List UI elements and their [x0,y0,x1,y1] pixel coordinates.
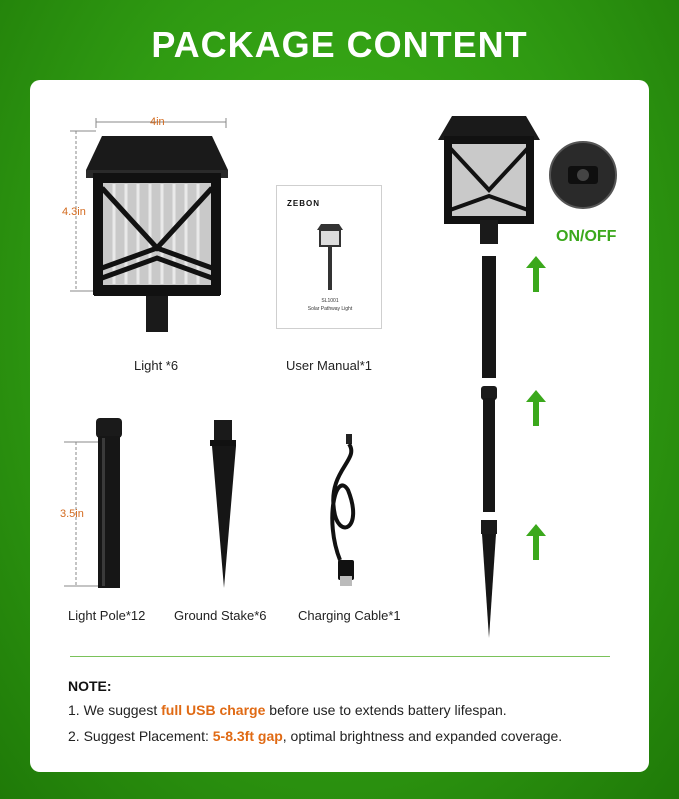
manual-subtitle: Solar Pathway Light [307,306,353,312]
cable-caption: Charging Cable*1 [298,608,401,623]
light-pole-image [92,416,132,594]
note-line-1-highlight: full USB charge [161,702,266,718]
note-line-1-pre: 1. We suggest [68,702,162,718]
note-line-2-post: , optimal brightness and expanded coverage. [282,728,563,744]
manual-model: SL1001 [321,298,339,304]
note-line-2 [68,728,562,744]
up-arrow-icon [526,524,546,560]
assembly-diagram [436,110,556,650]
pole-caption: Light Pole*12 [68,608,146,623]
note-line-2-highlight: 5-8.3ft gap [212,728,283,744]
manual-light-illustration [315,222,345,294]
ground-stake-image [206,416,242,594]
up-arrow-icon [526,256,546,292]
light-width-label: 4in [150,116,165,128]
note-line-2-pre: 2. Suggest Placement: [68,728,213,744]
divider [70,656,610,657]
note-heading: NOTE: [68,678,112,694]
note-line-1 [68,702,507,718]
on-off-label: ON/OFF [556,228,617,245]
light-height-label: 4.3in [62,206,86,218]
pole-height-label: 3.5in [60,508,84,520]
note-line-1-post: before use to extends battery lifespan. [265,702,507,718]
user-manual-image [276,185,382,329]
charging-cable-image [320,430,370,590]
up-arrow-icon [526,390,546,426]
page-title: PACKAGE CONTENT [151,24,528,65]
stake-caption: Ground Stake*6 [174,608,267,623]
solar-light-image [82,128,232,338]
manual-brand: ZEBON [287,199,320,208]
manual-caption: User Manual*1 [286,358,372,373]
content-card [30,80,649,772]
light-caption: Light *6 [134,358,179,373]
switch-closeup-image [548,140,618,210]
